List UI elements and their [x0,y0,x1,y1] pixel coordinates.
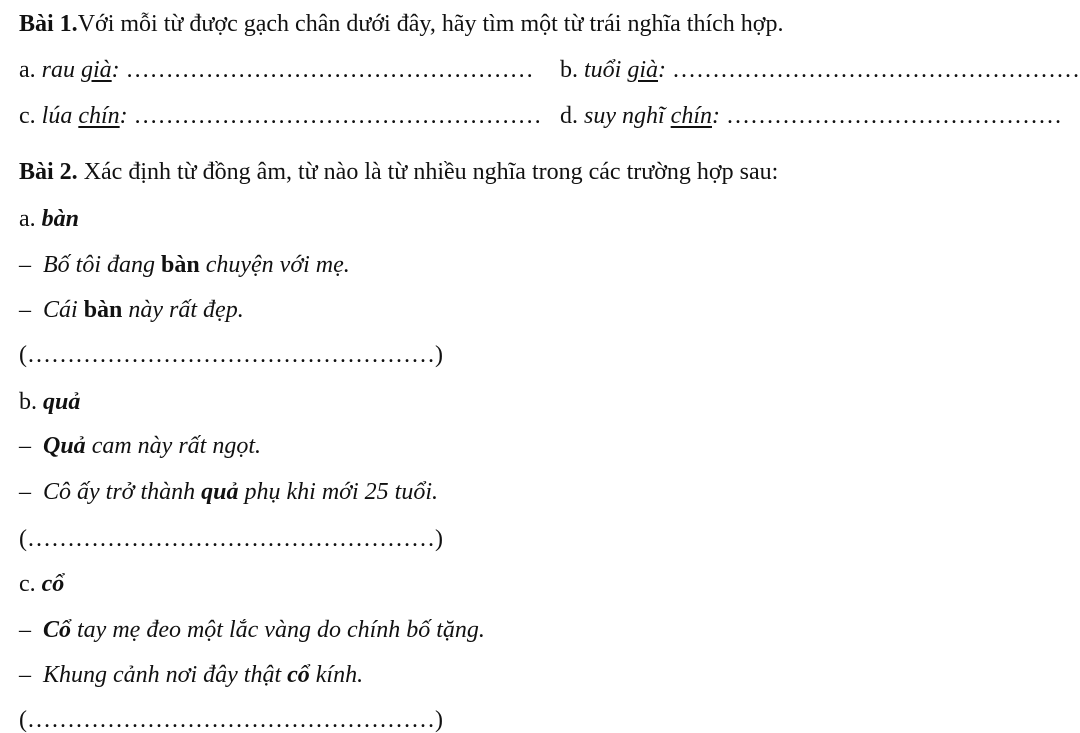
item-d-underlined-word: chín [670,103,712,129]
item-b [560,58,1080,82]
item-c-underlined-word: chín [78,103,120,129]
exercise-1-title: Bài 1. [19,11,78,37]
item-d-answer-blank[interactable]: …………………………………… [726,103,1062,129]
sentence-key-word: quả [201,479,239,505]
group-b-sentence-1 [19,434,261,458]
group-c-label [19,572,64,596]
item-a-underlined-word: già [81,57,112,83]
dash: – [19,617,31,643]
sentence-text: chuyện với mẹ. [199,252,350,278]
dash: – [19,479,31,505]
group-b-label [19,390,80,414]
group-b-letter: b. [19,389,37,415]
group-b-word: quả [43,389,81,415]
item-d-text: suy nghĩ [584,103,671,129]
sentence-text: Cô ấy trở thành [43,479,202,505]
item-c-answer-blank[interactable]: …………………………………………… [133,103,542,129]
sentence-key-word: Quả [43,433,86,459]
item-b-answer-blank[interactable]: …………………………………………… [672,57,1080,83]
sentence-text: tay mẹ đeo một lắc vàng do chính bố tặng. [71,617,485,643]
group-a-answer-blank[interactable]: (……………………………………………) [19,342,443,368]
group-c-sentence-2 [19,663,363,687]
group-c-letter: c. [19,571,36,597]
group-a-word: bàn [41,206,80,232]
sentence-text: phụ khi mới 25 tuổi. [238,479,438,505]
sentence-text: Cái [43,297,84,323]
group-a-letter: a. [19,206,36,232]
dash: – [19,433,31,459]
exercise-2-title: Bài 2. [19,159,78,185]
sentence-key-word: bàn [83,297,123,323]
sentence-text: Bố tôi đang [43,252,161,278]
group-b-sentence-2 [19,480,438,504]
item-c [19,104,542,128]
item-b-prefix: b. [560,57,578,83]
group-c-answer-blank[interactable]: (……………………………………………) [19,707,443,733]
group-c-word: cổ [41,571,65,597]
exercise-2-instruction: Xác định từ đồng âm, từ nào là từ nhiều nghĩa trong các trường hợp sau: [83,159,779,185]
item-c-colon: : [119,103,128,129]
item-c-prefix: c. [19,103,36,129]
item-a-text: rau [41,57,81,83]
sentence-key-word: Cổ [43,617,72,643]
exercise-2-heading [19,160,778,184]
group-c-sentence-1 [19,618,485,642]
sentence-text: kính. [309,662,364,688]
item-d-prefix: d. [560,103,578,129]
item-a-colon: : [111,57,120,83]
item-b-text: tuổi [584,57,628,83]
item-a [19,58,534,82]
dash: – [19,297,31,323]
sentence-key-word: bàn [161,252,200,278]
sentence-key-word: cổ [287,662,310,688]
exercise-1-instruction: Với mỗi từ được gạch chân dưới đây, hãy tìm một từ trái nghĩa thích hợp. [77,11,784,37]
item-a-prefix: a. [19,57,36,83]
dash: – [19,252,31,278]
sentence-text: cam này rất ngọt. [85,433,261,459]
dash: – [19,662,31,688]
sentence-text: này rất đẹp. [122,297,244,323]
group-a-label [19,207,79,231]
exercise-1-heading [19,12,783,36]
item-d [560,104,1062,128]
item-c-text: lúa [41,103,79,129]
item-b-colon: : [658,57,667,83]
group-a-sentence-1 [19,253,350,277]
sentence-text: Khung cảnh nơi đây thật [43,662,288,688]
group-a-sentence-2 [19,298,244,322]
group-b-answer-blank[interactable]: (……………………………………………) [19,526,443,552]
item-b-underlined-word: già [627,57,659,83]
item-a-answer-blank[interactable]: …………………………………………… [125,57,534,83]
item-d-colon: : [712,103,720,129]
